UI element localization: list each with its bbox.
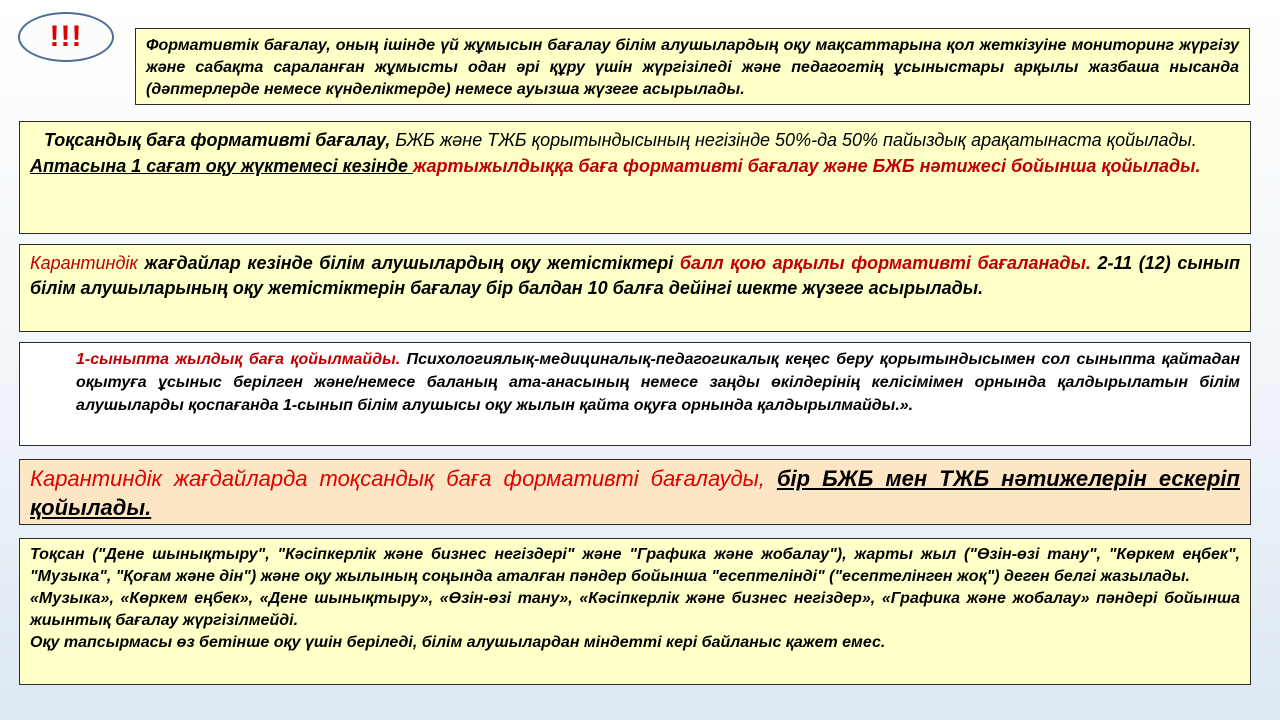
quarantine-quarter-underlined: бір БЖБ мен ТЖБ нәтижелерін ескеріп қойылады. bbox=[30, 466, 1240, 520]
first-grade-box bbox=[19, 342, 1251, 446]
quarantine-quarter-red: Карантиндік жағдайларда тоқсандық баға формативті бағалауды, bbox=[30, 466, 777, 491]
subjects-marking-box bbox=[19, 538, 1251, 685]
formative-assessment-box bbox=[135, 28, 1250, 105]
quarantine-word: Карантиндік bbox=[30, 253, 138, 273]
quarter-grade-lead: Тоқсандық баға формативті бағалау, bbox=[44, 130, 391, 150]
formative-assessment-text: Формативтік бағалау, оның ішінде үй жұмысын бағалау білім алушылардың оқу мақсаттарына қол жеткізуіне мониторинг жүргізу және сабақта сараланған жұмысты одан әрі құру үшін жүргізіледі және педагогтің ұсыныстары арқылы жазбаша нысанда (дәптерлерде немесе күнделіктерде) немесе ауызша жүзеге асырылады. bbox=[146, 37, 1239, 98]
subjects-marking-p2: «Музыка», «Көркем еңбек», «Дене шынықтыру», «Өзін-өзі тану», «Кәсіпкерлік және бизнес негіздер», «Графика және жобалау» пәндері бойынша жиынтық бағалау жүргізілмейді. bbox=[30, 590, 1240, 629]
first-grade-red: 1-сыныпта жылдық баға қойылмайды. bbox=[76, 351, 401, 368]
weekly-load-lead: Аптасына 1 сағат оқу жүктемесі кезінде bbox=[30, 156, 413, 176]
quarantine-scoring-box bbox=[19, 244, 1251, 332]
alert-badge bbox=[18, 12, 114, 62]
weekly-load-paragraph bbox=[30, 153, 1240, 179]
quarantine-quarter-paragraph bbox=[30, 464, 1240, 522]
first-grade-paragraph bbox=[30, 348, 1240, 417]
quarantine-scoring-paragraph bbox=[30, 251, 1240, 301]
alert-badge-text: !!! bbox=[49, 20, 83, 53]
quarantine-bold-1: жағдайлар кезінде білім алушылардың оқу жетістіктері bbox=[137, 253, 680, 273]
quarantine-quarter-box bbox=[19, 459, 1251, 525]
weekly-load-red: жартыжылдыққа баға формативті бағалау және БЖБ нәтижесі бойынша қойылады. bbox=[412, 156, 1201, 176]
subjects-marking-p1: Тоқсан ("Дене шынықтыру", "Кәсіпкерлік және бизнес негіздері" және "Графика және жобалау"), жарты жыл ("Өзін-өзі тану", "Көркем еңбек", "Музыка", "Қоғам және дін") және оқу жылының соңында аталған пәндер бойынша "есептелінді" ("есептелінген жоқ") деген белгі жазылады. bbox=[30, 546, 1240, 585]
quarantine-bold-2: 2-11 (12) сынып білім алушыларының оқу жетістіктерін бағалау бір балдан 10 балға дейінгі шекте жүзеге асырылады. bbox=[30, 253, 1241, 298]
quarter-grade-rest-text: БЖБ және ТЖБ қорытындысының негізінде 50%-да 50% пайыздық арақатынаста қойылады. bbox=[390, 130, 1197, 150]
first-grade-rest: Психологиялық-медициналық-педагогикалық кеңес беру қорытындысымен сол сыныпта қайтадан оқытуға ұсыныс берілген және/немесе баланың ата-анасының немесе заңды өкілдерінің келісімімен орнында қалдырылатын білім алушыларды қоспағанда 1-сынып білім алушысы оқу жылын қайта оқуға орнында қалдырылмайды.». bbox=[76, 351, 1240, 414]
quarter-grade-box bbox=[19, 121, 1251, 234]
subjects-marking-p3: Оқу тапсырмасы өз бетінше оқу үшін беріледі, білім алушылардан міндетті кері байланыс қажет емес. bbox=[30, 634, 886, 651]
quarter-grade-paragraph bbox=[30, 127, 1240, 153]
quarantine-red-bold: балл қою арқылы формативті бағаланады. bbox=[679, 253, 1091, 273]
